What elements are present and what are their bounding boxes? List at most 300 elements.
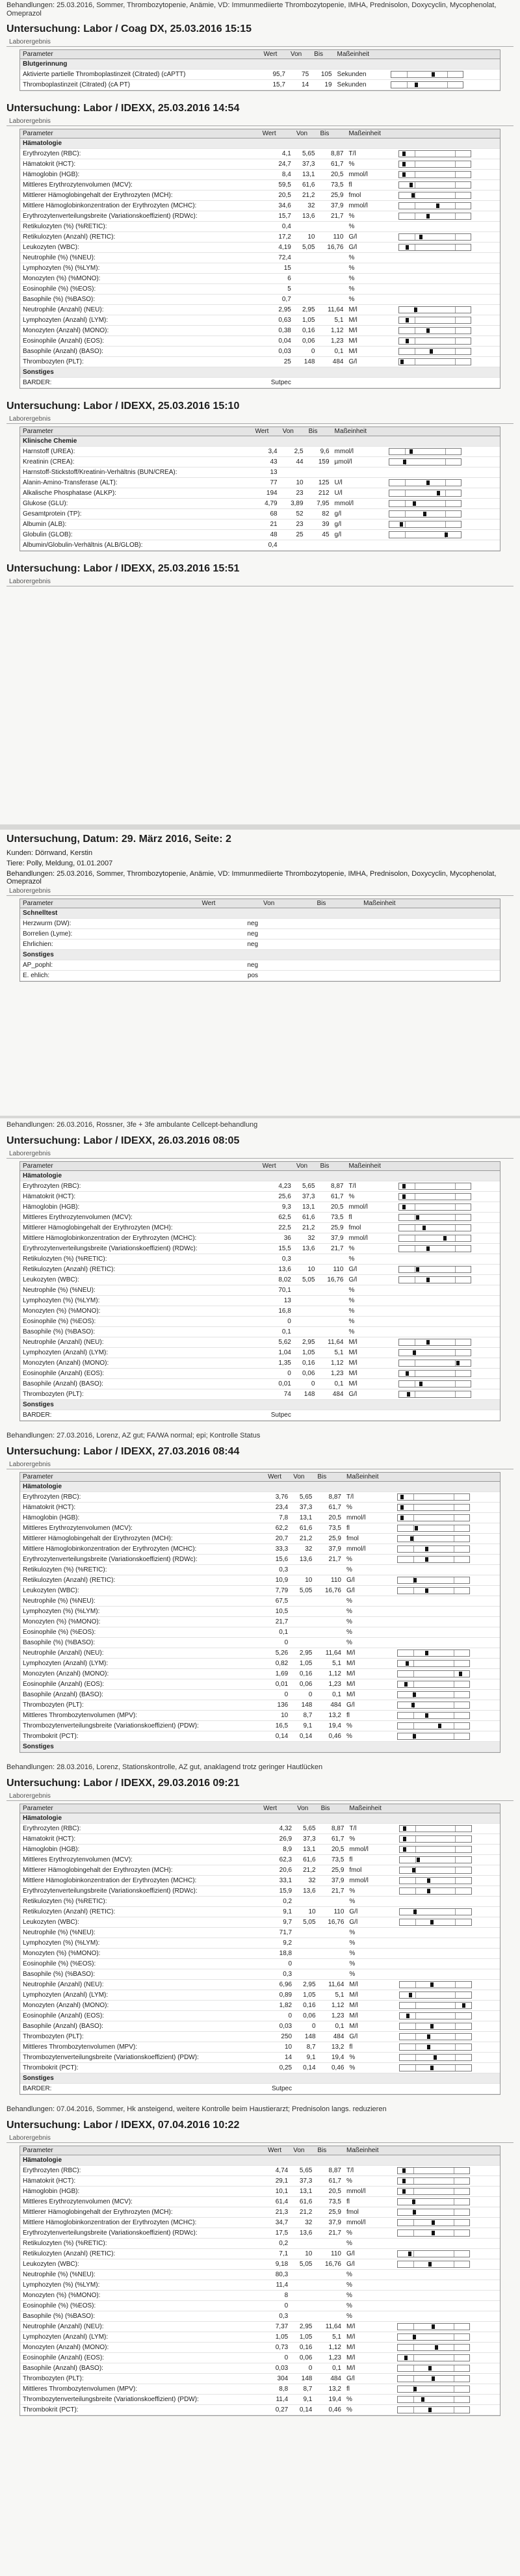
min-cell: 61,6 (291, 2197, 315, 2207)
max-cell: 21,7 (317, 1244, 346, 1254)
range-bar (398, 1266, 471, 1273)
parameter-name: Neutrophile (%) (%NEU): (20, 1596, 265, 1607)
unit-cell (361, 971, 483, 981)
min-cell: 0 (294, 2021, 318, 2032)
range-bar-cell (386, 519, 500, 530)
parameter-name: Hämatokrit (HCT): (20, 1834, 261, 1845)
range-high-marker (455, 2013, 456, 2019)
range-bar (399, 1846, 472, 1853)
max-cell: 484 (317, 357, 346, 367)
range-high-marker (455, 161, 456, 167)
range-high-marker (455, 172, 456, 177)
range-bar-cell (395, 1544, 500, 1555)
max-cell: 16,76 (317, 243, 346, 253)
value-marker (425, 1651, 428, 1655)
parameter-name: Mittleres Thrombozytenvolumen (MPV): (20, 2042, 261, 2053)
parameter-name: Mittlerer Hämoglobingehalt der Erythrozyten (MCH): (20, 1223, 260, 1233)
column-header: Maßeinheit (361, 899, 483, 908)
range-bar-cell (386, 457, 500, 467)
unit-cell: % (344, 2301, 395, 2311)
parameter-name: Neutrophile (%) (%NEU): (20, 1928, 261, 1938)
table-row (20, 1369, 500, 1379)
value-cell: 1,35 (260, 1358, 294, 1369)
range-bar-cell (396, 2021, 500, 2032)
unit-cell: fl (344, 1523, 395, 1534)
column-header: Maßeinheit (346, 1162, 396, 1171)
range-low-marker (405, 501, 406, 506)
table-row (20, 2032, 500, 2042)
parameter-name: Neutrophile (Anzahl) (NEU): (20, 1648, 265, 1659)
value-marker (436, 204, 439, 208)
value-cell: 20,6 (261, 1865, 294, 1876)
range-bar-cell (396, 378, 500, 388)
value-cell: 10,9 (265, 1575, 291, 1586)
value-cell: 9,1 (261, 1907, 294, 1917)
value-cell: 0 (265, 2301, 291, 2311)
value-cell: 17,2 (260, 232, 294, 243)
max-cell: 5,1 (318, 1990, 347, 2001)
range-high-marker (455, 1878, 456, 1884)
max-cell: 125 (306, 478, 332, 488)
unit-cell (346, 378, 396, 388)
value-cell: 6 (260, 274, 294, 284)
min-cell: 9,1 (294, 2053, 318, 2063)
max-cell: 25,9 (317, 1223, 346, 1233)
range-low-marker (415, 1836, 416, 1842)
value-marker (428, 2408, 432, 2412)
range-bar (399, 1908, 472, 1915)
range-bar-cell (396, 347, 500, 357)
range-bar-cell (396, 1865, 500, 1876)
range-bar-cell (396, 274, 500, 284)
parameter-name: AP_pophl: (20, 960, 200, 971)
range-bar (398, 1380, 471, 1387)
range-bar-cell (395, 1513, 500, 1523)
min-cell (294, 1959, 318, 1969)
table-row (20, 919, 500, 929)
section-title: Untersuchung: Labor / IDEXX, 25.03.2016 15:10 (6, 401, 240, 412)
unit-cell: % (346, 1886, 396, 1897)
unit-cell: fl (344, 1711, 395, 1721)
column-header: Maßeinheit (344, 2146, 395, 2155)
value-marker (406, 1661, 409, 1666)
table-row (20, 1317, 500, 1327)
table-row (20, 1731, 500, 1742)
range-bar-cell (395, 2332, 500, 2343)
value-marker (456, 1361, 460, 1365)
parameter-name: Hämoglobin (HGB): (20, 1513, 265, 1523)
parameter-name: Basophile (Anzahl) (BASO): (20, 2021, 261, 2032)
min-cell: 23 (280, 488, 306, 499)
treatment-note: Behandlungen: 07.04.2016, Sommer, Hk ansteigend, weitere Kontrolle beim Haustierarzt; Prednisolon langs. reduzieren (6, 2105, 387, 2113)
min-cell (294, 222, 318, 232)
value-cell: 1,04 (260, 1348, 294, 1358)
range-low-marker (405, 449, 406, 454)
unit-cell: % (346, 159, 396, 170)
unit-cell: % (344, 1627, 395, 1638)
value-marker (402, 2168, 406, 2173)
parameter-name: Mittlere Hämoglobinkonzentration der Erythrozyten (MCHC): (20, 201, 260, 211)
parameter-name: Eosinophile (Anzahl) (EOS): (20, 1369, 260, 1379)
max-cell: 110 (317, 232, 346, 243)
min-cell: 0,06 (291, 1679, 315, 1690)
value-cell: 74 (260, 1389, 294, 1400)
table-row (20, 1202, 500, 1213)
table-row (20, 211, 500, 222)
parameter-name: Mittlere Hämoglobinkonzentration der Erythrozyten (MCHC): (20, 2218, 265, 2228)
range-bar (389, 510, 462, 518)
parameter-name: Thromboplastinzeit (Citrated) (cA PT) (20, 80, 261, 90)
value-cell: 20,7 (265, 1534, 291, 1544)
table-row (20, 149, 500, 159)
value-cell: 6,96 (261, 1980, 294, 1990)
range-bar-cell (396, 1410, 500, 1421)
value-marker (437, 491, 440, 495)
table-row (20, 222, 500, 232)
min-cell: 25 (280, 530, 306, 540)
max-cell: 1,23 (317, 1369, 346, 1379)
min-cell (294, 378, 318, 388)
table-row (20, 1223, 500, 1233)
max-cell: 5,1 (315, 1659, 344, 1669)
range-low-marker (407, 72, 408, 77)
table-row (20, 326, 500, 336)
parameter-name: Erythrozyten (RBC): (20, 1181, 260, 1192)
table-row (20, 1679, 500, 1690)
value-cell: 8,9 (261, 1845, 294, 1855)
table-row (20, 1938, 500, 1949)
range-bar-cell (396, 295, 500, 305)
unit-cell: M/l (346, 2011, 396, 2021)
parameter-name: Retikulozyten (%) (%RETIC): (20, 1254, 260, 1265)
range-bar (399, 1835, 472, 1843)
table-row (20, 159, 500, 170)
range-high-marker (447, 72, 448, 77)
range-bar-cell (396, 180, 500, 191)
value-cell: 0,03 (260, 347, 294, 357)
unit-cell: % (346, 1317, 396, 1327)
column-header: Von (261, 899, 314, 908)
value-marker (403, 1847, 406, 1852)
value-cell: 0 (265, 1638, 291, 1648)
value-marker (410, 1536, 413, 1541)
lab-result-label: Laborergebnis (6, 2134, 514, 2143)
parameter-name: Borrelien (Lyme): (20, 929, 200, 940)
max-cell: 16,76 (318, 1917, 347, 1928)
table-row (20, 1348, 500, 1358)
value-cell: 9,7 (261, 1917, 294, 1928)
lab-result-label: Laborergebnis (6, 577, 514, 586)
parameter-name: Thrombozytenverteilungsbreite (Variationskoeffizient) (PDW): (20, 2053, 261, 2063)
unit-cell: M/l (344, 2353, 395, 2363)
unit-cell: mmol/l (344, 1544, 395, 1555)
range-bar-cell (396, 1223, 500, 1233)
table-row (20, 80, 500, 90)
unit-cell: fmol (344, 1534, 395, 1544)
table-row (20, 378, 500, 388)
min-cell (291, 1565, 315, 1575)
range-low-marker (413, 2345, 414, 2350)
value-cell: Sutpec (260, 1410, 294, 1421)
parameter-name: Thrombokrit (PCT): (20, 1731, 265, 1742)
range-bar (397, 2365, 470, 2372)
unit-cell: M/l (344, 1690, 395, 1700)
value-marker (404, 2356, 408, 2360)
range-bar-cell (483, 940, 500, 950)
table-row (20, 1648, 500, 1659)
value-cell: 0,01 (260, 1379, 294, 1389)
unit-cell: % (344, 1607, 395, 1617)
min-cell (294, 1327, 318, 1337)
max-cell (317, 253, 346, 263)
min-cell: 14 (288, 80, 311, 90)
min-cell (280, 540, 306, 551)
range-bar-cell (396, 263, 500, 274)
parameter-name: Retikulozyten (%) (%RETIC): (20, 222, 260, 232)
value-cell: 59,5 (260, 180, 294, 191)
table-row (20, 1596, 500, 1607)
max-cell: 0,1 (315, 1690, 344, 1700)
parameter-name: Lymphozyten (%) (%LYM): (20, 2280, 265, 2291)
value-cell: 10,1 (265, 2187, 291, 2197)
value-cell: 4,19 (260, 243, 294, 253)
parameter-name: Basophile (Anzahl) (BASO): (20, 2363, 265, 2374)
column-header: Wert (252, 427, 280, 436)
min-cell: 5,05 (291, 2259, 315, 2270)
parameter-name: Monozyten (Anzahl) (MONO): (20, 326, 260, 336)
max-cell: 61,7 (315, 1503, 344, 1513)
parameter-name: Mittlerer Hämoglobingehalt der Erythrozyten (MCH): (20, 2207, 265, 2218)
max-cell: 1,23 (315, 1679, 344, 1690)
value-marker (427, 2034, 430, 2039)
unit-cell: G/l (346, 1265, 396, 1275)
section-heading: Sonstiges (20, 950, 500, 960)
range-bar-cell (396, 1990, 500, 2001)
range-bar (389, 490, 462, 497)
parameter-name: Erythrozyten (RBC): (20, 149, 260, 159)
range-low-marker (413, 1671, 414, 1677)
min-cell: 61,6 (291, 1523, 315, 1534)
parameter-name: Harnstoff-Stickstoff/Kreatinin-Verhältnis (BUN/CREA): (20, 467, 252, 478)
table-row (20, 950, 500, 960)
value-marker (406, 318, 409, 322)
column-header-chart (396, 1162, 500, 1171)
range-bar-cell (395, 1711, 500, 1721)
unit-cell: M/l (346, 315, 396, 326)
min-cell (261, 971, 314, 981)
range-bar (399, 1919, 472, 1926)
min-cell: 0 (294, 1379, 318, 1389)
value-marker (459, 1672, 462, 1676)
animal-line: Tiere: Polly, Meldung, 01.01.2007 (6, 860, 113, 867)
min-cell: 0,16 (291, 2343, 315, 2353)
range-bar-cell (388, 70, 500, 80)
range-high-marker (455, 1235, 456, 1241)
unit-cell: T/l (344, 1492, 395, 1503)
max-cell (317, 378, 346, 388)
max-cell: 1,12 (315, 2343, 344, 2353)
range-high-marker (455, 1867, 456, 1873)
max-cell: 8,87 (315, 1492, 344, 1503)
unit-cell: M/l (344, 1659, 395, 1669)
value-marker (426, 328, 430, 333)
value-cell: 0,03 (261, 2021, 294, 2032)
range-bar-cell (483, 929, 500, 940)
range-low-marker (413, 2230, 414, 2236)
range-high-marker (455, 359, 456, 365)
min-cell: 21,2 (294, 1223, 318, 1233)
max-cell (315, 1565, 344, 1575)
value-cell: 33,1 (261, 1876, 294, 1886)
table-row (20, 1897, 500, 1907)
max-cell: 45 (306, 530, 332, 540)
parameter-name: Albumin/Globulin-Verhältnis (ALB/GLOB): (20, 540, 252, 551)
parameter-name: E. ehlich: (20, 971, 200, 981)
value-cell: 0 (261, 1959, 294, 1969)
unit-cell: g/l (332, 509, 387, 519)
range-bar-cell (395, 1700, 500, 1711)
min-cell: 13,1 (294, 170, 318, 180)
max-cell: 25,9 (315, 1534, 344, 1544)
parameter-name: Erythrozyten (RBC): (20, 2166, 265, 2176)
range-bar-cell (395, 1690, 500, 1700)
range-bar (397, 1545, 470, 1553)
range-bar-cell (395, 1731, 500, 1742)
range-high-marker (455, 307, 456, 313)
table-row (20, 929, 500, 940)
unit-cell: M/l (346, 1980, 396, 1990)
range-high-marker (455, 1246, 456, 1252)
min-cell: 32 (294, 201, 318, 211)
value-marker (428, 2366, 432, 2371)
unit-cell: % (344, 2239, 395, 2249)
unit-cell: M/l (346, 1379, 396, 1389)
table-row (20, 1254, 500, 1265)
table-row (20, 1813, 500, 1824)
max-cell (315, 940, 361, 950)
unit-cell: % (344, 2311, 395, 2322)
value-cell: 1,05 (265, 2332, 291, 2343)
max-cell: 110 (315, 1575, 344, 1586)
range-bar (399, 2002, 472, 2009)
unit-cell: M/l (346, 326, 396, 336)
table-header-row (20, 899, 500, 908)
range-bar-cell (396, 1834, 500, 1845)
range-bar (398, 1203, 471, 1211)
max-cell (315, 919, 361, 929)
unit-cell: g/l (332, 519, 387, 530)
value-marker (406, 339, 409, 343)
lab-table (20, 50, 500, 90)
range-high-marker (445, 480, 446, 486)
treatment-note: Behandlungen: 26.03.2016, Rossner, 3fe + 3fe ambulante Cellcept-behandlung (6, 1121, 258, 1129)
unit-cell: mmol/l (332, 499, 387, 509)
range-low-marker (415, 2023, 416, 2029)
unit-cell: % (346, 1306, 396, 1317)
range-high-marker (455, 2034, 456, 2040)
column-header-chart (396, 129, 500, 138)
unit-cell: M/l (346, 347, 396, 357)
table-row (20, 1865, 500, 1876)
max-cell: 25,9 (315, 2207, 344, 2218)
section-heading: Hämatologie (20, 1482, 500, 1492)
column-header: Bis (315, 899, 361, 908)
column-header-chart (386, 427, 500, 436)
range-bar-cell (396, 1855, 500, 1865)
min-cell: 1,05 (291, 1659, 315, 1669)
column-header: Wert (265, 2146, 291, 2155)
unit-cell: M/l (344, 2343, 395, 2353)
parameter-name: Monozyten (Anzahl) (MONO): (20, 1358, 260, 1369)
min-cell (261, 940, 314, 950)
range-high-marker (455, 2044, 456, 2050)
range-bar (399, 1981, 472, 1988)
parameter-name: Basophile (%) (%BASO): (20, 1638, 265, 1648)
range-bar-cell (395, 2259, 500, 2270)
range-low-marker (415, 2065, 416, 2071)
range-high-marker (455, 1888, 456, 1894)
value-marker (426, 214, 430, 218)
table-row (20, 2218, 500, 2228)
range-low-marker (415, 1919, 416, 1925)
value-cell: 1,82 (261, 2001, 294, 2011)
range-bar-cell (395, 2405, 500, 2415)
range-bar (398, 337, 471, 345)
max-cell: 19 (311, 80, 334, 90)
parameter-name: Lymphozyten (Anzahl) (LYM): (20, 1348, 260, 1358)
range-bar-cell (395, 2395, 500, 2405)
value-cell: 10,5 (265, 1607, 291, 1617)
range-high-marker (445, 459, 446, 465)
range-high-marker (455, 234, 456, 240)
value-cell: 304 (265, 2374, 291, 2384)
table-row (20, 908, 500, 919)
section-title: Untersuchung: Labor / IDEXX, 25.03.2016 15:51 (6, 563, 240, 574)
unit-cell (361, 919, 483, 929)
parameter-name: Thrombokrit (PCT): (20, 2405, 265, 2415)
min-cell: 2,95 (294, 1337, 318, 1348)
max-cell (317, 1317, 346, 1327)
range-high-marker (445, 521, 446, 527)
range-bar (397, 2209, 470, 2216)
range-low-marker (413, 1536, 414, 1542)
unit-cell: mmol/l (346, 1876, 396, 1886)
min-cell: 148 (294, 357, 318, 367)
range-bar (399, 2064, 472, 2071)
unit-cell: M/l (346, 1348, 396, 1358)
unit-cell: G/l (346, 232, 396, 243)
range-bar-cell (396, 1317, 500, 1327)
range-bar-cell (396, 170, 500, 180)
value-cell: 62,2 (265, 1523, 291, 1534)
range-low-marker (415, 1867, 416, 1873)
range-high-marker (455, 1919, 456, 1925)
range-bar-cell (396, 1358, 500, 1369)
min-cell (294, 1938, 318, 1949)
range-bar (399, 1825, 472, 1832)
min-cell (291, 1596, 315, 1607)
column-header: Maßeinheit (346, 129, 396, 138)
min-cell: 1,05 (294, 1348, 318, 1358)
section-heading: Klinische Chemie (20, 436, 500, 447)
value-marker (413, 2335, 416, 2339)
parameter-name: Thrombozyten (PLT): (20, 1700, 265, 1711)
unit-cell: % (344, 1503, 395, 1513)
value-marker (402, 2179, 406, 2183)
column-header-chart (395, 1473, 500, 1482)
range-bar (399, 1877, 472, 1884)
unit-cell: mmol/l (344, 2187, 395, 2197)
